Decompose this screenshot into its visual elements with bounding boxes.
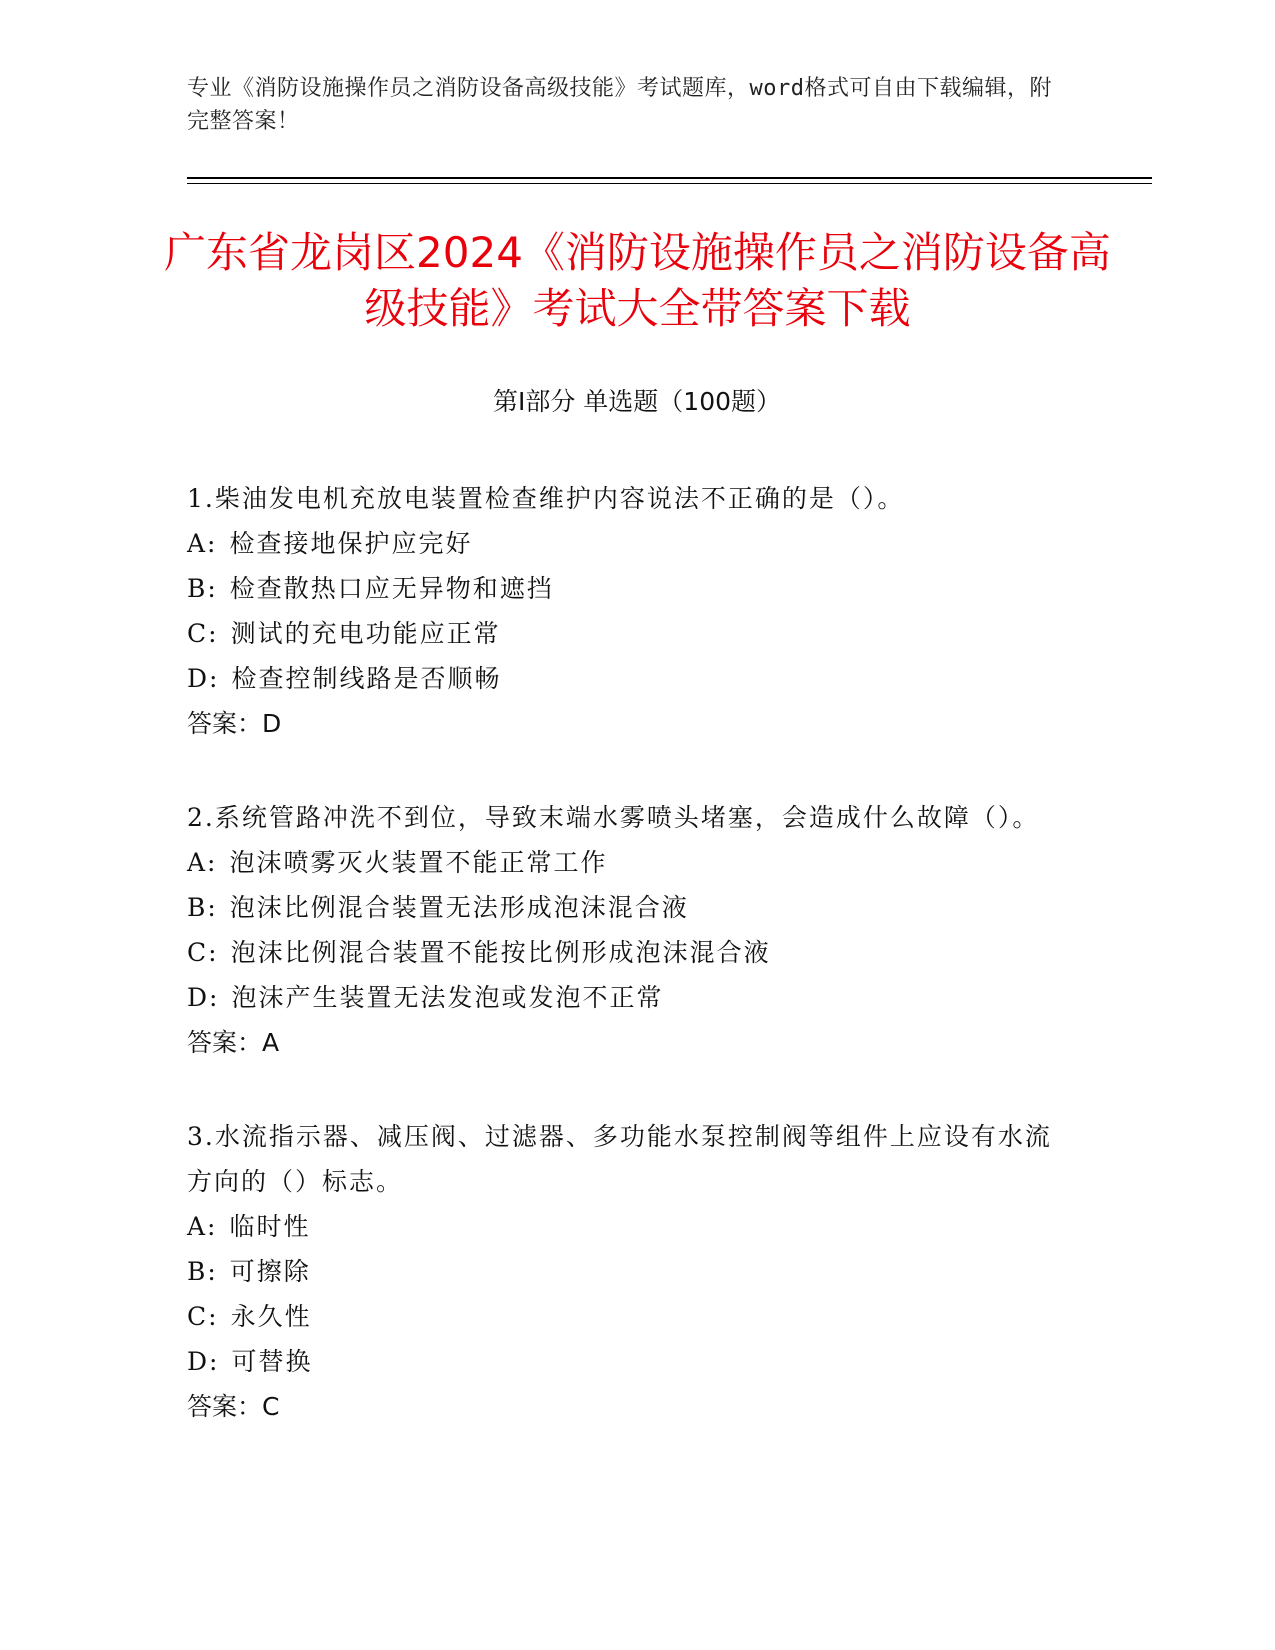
option-c (187, 1294, 1067, 1339)
document-title: 广东省龙岗区2024《消防设施操作员之消防设备高级技能》考试大全带答案下载 (164, 228, 1111, 333)
option-d (187, 975, 1067, 1020)
option-letter: A: (187, 529, 218, 558)
header-divider-thin (187, 183, 1152, 184)
section-heading: 第Ⅰ部分 单选题（100题） (492, 387, 782, 416)
option-text: 检查接地保护应完好 (229, 529, 473, 558)
option-text: 临时性 (229, 1212, 311, 1241)
answer-line: 答案：A (187, 1028, 280, 1057)
option-letter: C: (187, 619, 219, 648)
option-c (187, 611, 1067, 656)
option-d (187, 656, 1067, 701)
option-text: 泡沫比例混合装置不能按比例形成泡沫混合液 (230, 938, 771, 967)
option-letter: D: (187, 983, 220, 1012)
option-text: 检查控制线路是否顺畅 (231, 664, 502, 693)
option-b (187, 1249, 1067, 1294)
answer-line: 答案：C (187, 1392, 280, 1421)
option-letter: B: (187, 893, 218, 922)
option-text: 可替换 (231, 1347, 313, 1376)
option-b (187, 566, 1067, 611)
option-letter: A: (187, 1212, 218, 1241)
question-3 (187, 1114, 1067, 1429)
question-stem: 3.水流指示器、减压阀、过滤器、多功能水泵控制阀等组件上应设有水流方向的（）标志。 (187, 1122, 1052, 1196)
option-text: 检查散热口应无异物和遮挡 (229, 574, 554, 603)
option-text: 泡沫产生装置无法发泡或发泡不正常 (231, 983, 664, 1012)
option-letter: B: (187, 574, 218, 603)
option-letter: C: (187, 938, 219, 967)
question-2 (187, 795, 1067, 1065)
option-letter: A: (187, 848, 218, 877)
question-1 (187, 476, 1067, 746)
answer-line: 答案：D (187, 709, 282, 738)
question-list (187, 476, 1067, 1478)
option-a (187, 521, 1067, 566)
option-letter: B: (187, 1257, 218, 1286)
question-stem: 2.系统管路冲洗不到位，导致末端水雾喷头堵塞，会造成什么故障（）。 (187, 803, 1040, 832)
option-a (187, 1204, 1067, 1249)
option-d (187, 1339, 1067, 1384)
option-text: 可擦除 (229, 1257, 311, 1286)
option-b (187, 885, 1067, 930)
option-text: 测试的充电功能应正常 (230, 619, 501, 648)
option-a (187, 840, 1067, 885)
option-letter: C: (187, 1302, 219, 1331)
question-stem: 1.柴油发电机充放电装置检查维护内容说法不正确的是（）。 (187, 484, 905, 513)
option-text: 永久性 (230, 1302, 312, 1331)
option-c (187, 930, 1067, 975)
header-divider-thick (187, 177, 1152, 179)
option-text: 泡沫比例混合装置无法形成泡沫混合液 (229, 893, 689, 922)
option-letter: D: (187, 1347, 220, 1376)
option-text: 泡沫喷雾灭火装置不能正常工作 (229, 848, 608, 877)
option-letter: D: (187, 664, 220, 693)
header-note: 专业《消防设施操作员之消防设备高级技能》考试题库，word格式可自由下载编辑，附完整答案！ (187, 76, 1052, 134)
